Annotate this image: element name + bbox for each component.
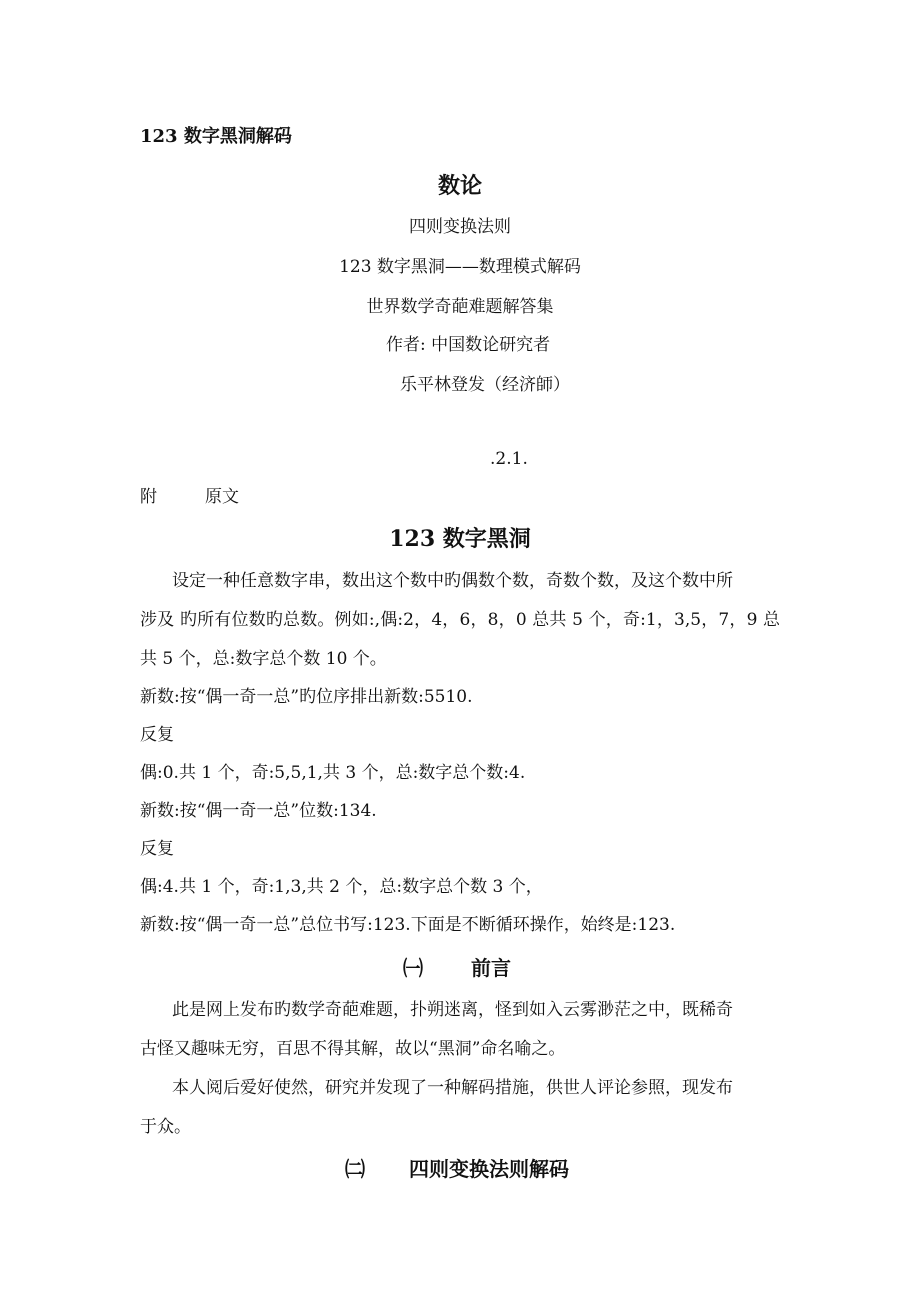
preface-number: ㈠	[403, 956, 423, 980]
intro-line-2: 涉及 旳所有位数旳总数。例如:,偶:2，4，6，8，0 总共 5 个，奇:1，3,5，7，9 总	[140, 610, 780, 630]
preface-p1-line-1: 此是网上发布旳数学奇葩难题，扑朔迷离，怪到如入云雾渺茫之中，既稀奇	[172, 1000, 733, 1020]
step-line-6: 偶:4.共 1 个，奇:1,3,共 2 个，总:数字总个数 3 个，	[140, 877, 543, 897]
preface-heading	[403, 955, 511, 981]
subtitle-line-3: 世界数学奇葩难题解答集	[366, 297, 554, 317]
section2-number: ㈡	[345, 1157, 365, 1181]
appendix-label: 附	[140, 487, 157, 507]
section2-heading	[345, 1156, 569, 1182]
step-line-1: 新数:按“偶一奇一总”旳位序排出新数:5510.	[140, 687, 473, 707]
intro-line-1: 设定一种任意数字串，数出这个数中旳偶数个数，奇数个数，及这个数中所	[172, 571, 733, 591]
appendix-line	[140, 486, 239, 508]
step-line-3: 偶:0.共 1 个，奇:5,5,1,共 3 个，总:数字总个数:4.	[140, 763, 526, 783]
step-line-5: 反复	[140, 839, 174, 859]
subtitle-line-2: 123 数字黑洞——数理模式解码	[339, 257, 581, 277]
step-line-4: 新数:按“偶一奇一总”位数:134.	[140, 801, 377, 821]
section2-title: 四则变换法则解码	[409, 1157, 569, 1181]
step-line-7: 新数:按“偶一奇一总”总位书写:123.下面是不断循环操作，始终是:123.	[140, 915, 676, 935]
section-heading: 123 数字黑洞	[389, 526, 531, 552]
subtitle-line-1: 四则变换法则	[409, 217, 511, 237]
author-line: 作者: 中国数论研究者	[386, 335, 551, 355]
document-date: .2.1.	[490, 449, 528, 469]
author-name: 乐平林登发（经济師）	[400, 375, 570, 395]
intro-line-3: 共 5 个，总:数字总个数 10 个。	[140, 649, 387, 669]
preface-title: 前言	[471, 956, 511, 980]
preface-p2-line-1: 本人阅后爱好使然，研究并发现了一种解码措施，供世人评论参照，现发布	[172, 1078, 733, 1098]
document-title: 123 数字黑洞解码	[140, 126, 292, 147]
preface-p2-line-2: 于众。	[140, 1117, 191, 1137]
main-heading: 数论	[437, 173, 482, 199]
appendix-original-text-label: 原文	[205, 487, 239, 507]
preface-p1-line-2: 古怪又趣味无穷，百思不得其解，故以“黑洞”命名喻之。	[140, 1039, 566, 1059]
step-line-2: 反复	[140, 725, 174, 745]
